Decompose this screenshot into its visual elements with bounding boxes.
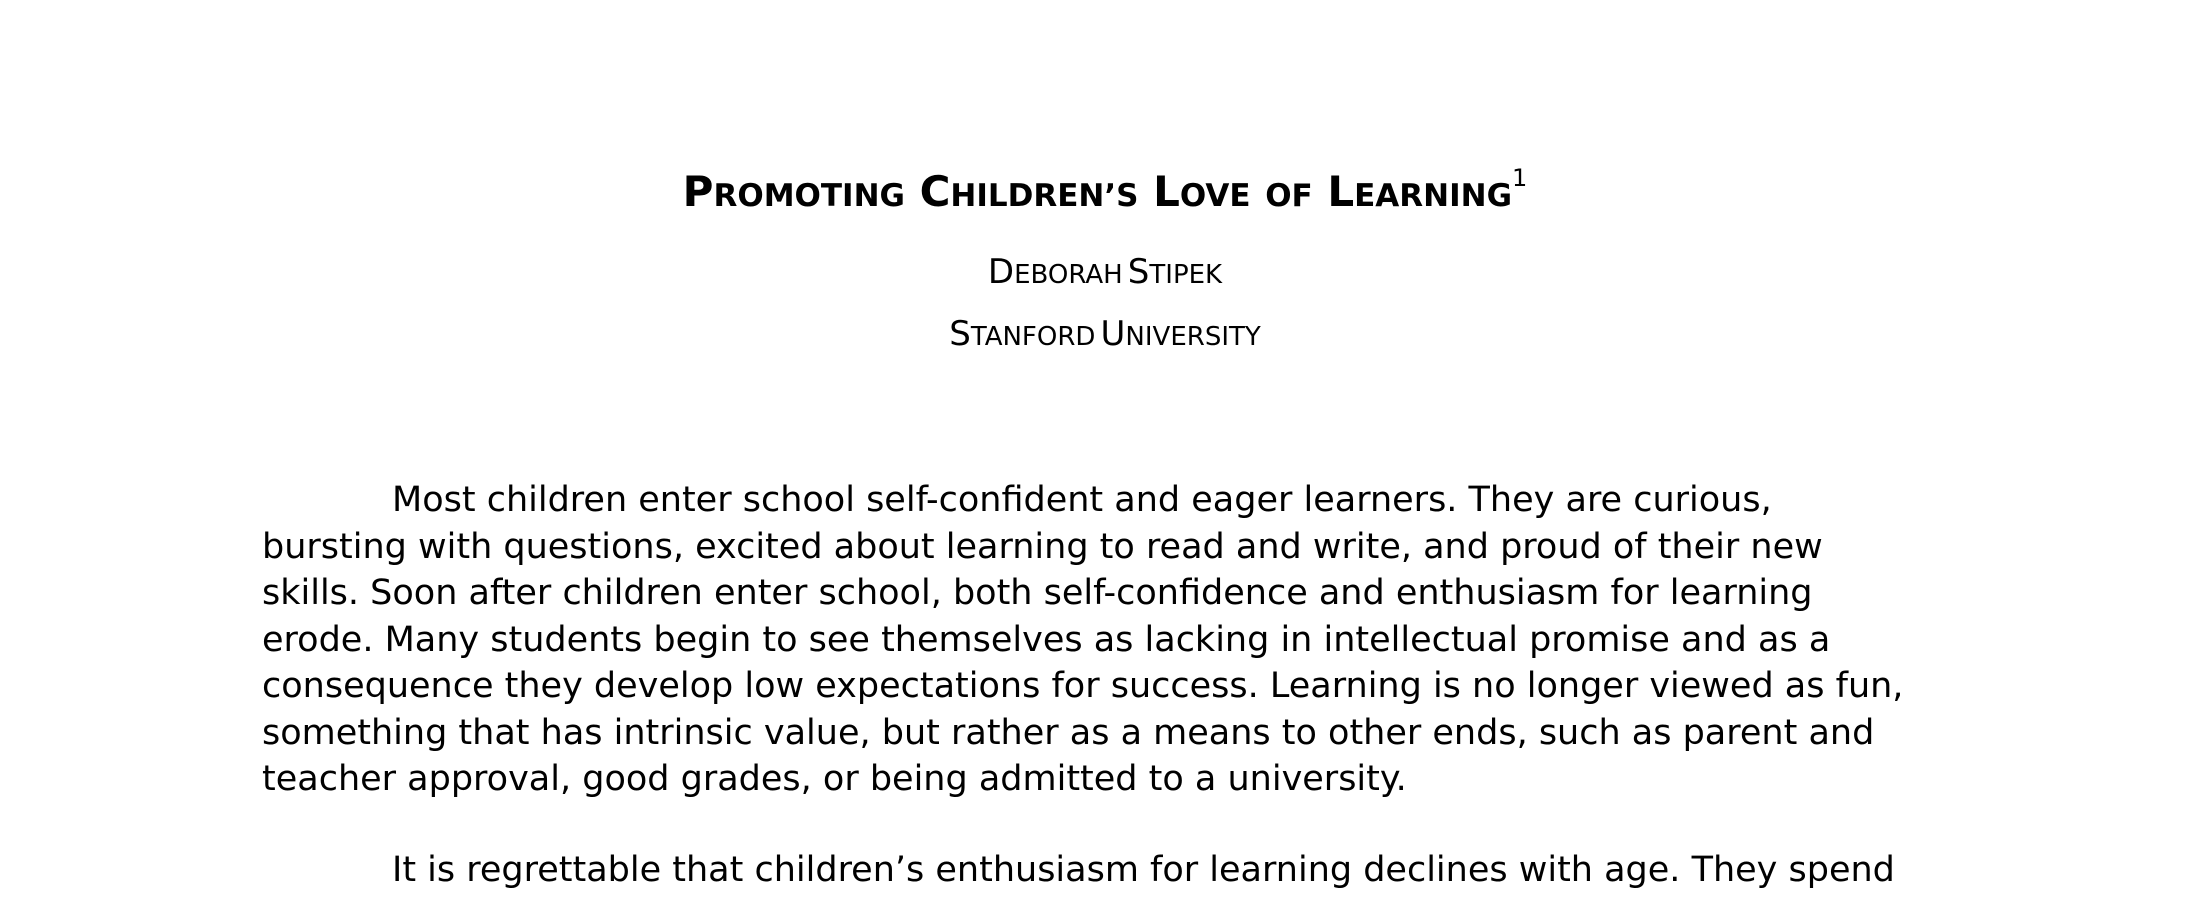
- paragraph-line: something that has intrinsic value, but rather as a means to other ends, such as parent and: [262, 712, 1875, 753]
- body-paragraph: [262, 477, 1962, 803]
- paragraph-line: consequence they develop low expectations for success. Learning is no longer viewed as fun,: [262, 666, 1904, 706]
- title-word: CHILDREN’S: [919, 167, 1139, 216]
- paragraph-line: skills. Soon after children enter school, both self-confidence and enthusiasm for learning: [262, 573, 1813, 613]
- title-word: LEARNING$^1$: [1327, 164, 1528, 216]
- document-title: [0, 162, 2210, 226]
- author-word: DEBORAH: [987, 252, 1123, 292]
- paragraph-line: It is regrettable that children’s enthusiasm for learning declines with age. They spend: [392, 850, 1895, 890]
- title-word: OF: [1265, 178, 1313, 214]
- paragraph-line: teacher approval, good grades, or being admitted to a university.: [262, 759, 1407, 799]
- paragraph-line: Most children enter school self-confident and eager learners. They are curious,: [392, 480, 1772, 520]
- affiliation-word: UNIVERSITY: [1100, 314, 1261, 354]
- author-affiliation: [0, 312, 2210, 362]
- author-name: [0, 250, 2210, 300]
- paragraph-line: bursting with questions, excited about learning to read and write, and proud of their new: [262, 526, 1823, 567]
- paragraph-line: erode. Many students begin to see themselves as lacking in intellectual promise and as a: [262, 619, 1831, 660]
- title-word: LOVE: [1153, 167, 1251, 216]
- footnote-marker: 1: [1512, 164, 1528, 192]
- author-word: STIPEK: [1127, 252, 1223, 292]
- title-word: PROMOTING: [682, 167, 905, 216]
- body-paragraph: [262, 847, 1962, 894]
- affiliation-word: STANFORD: [949, 314, 1096, 354]
